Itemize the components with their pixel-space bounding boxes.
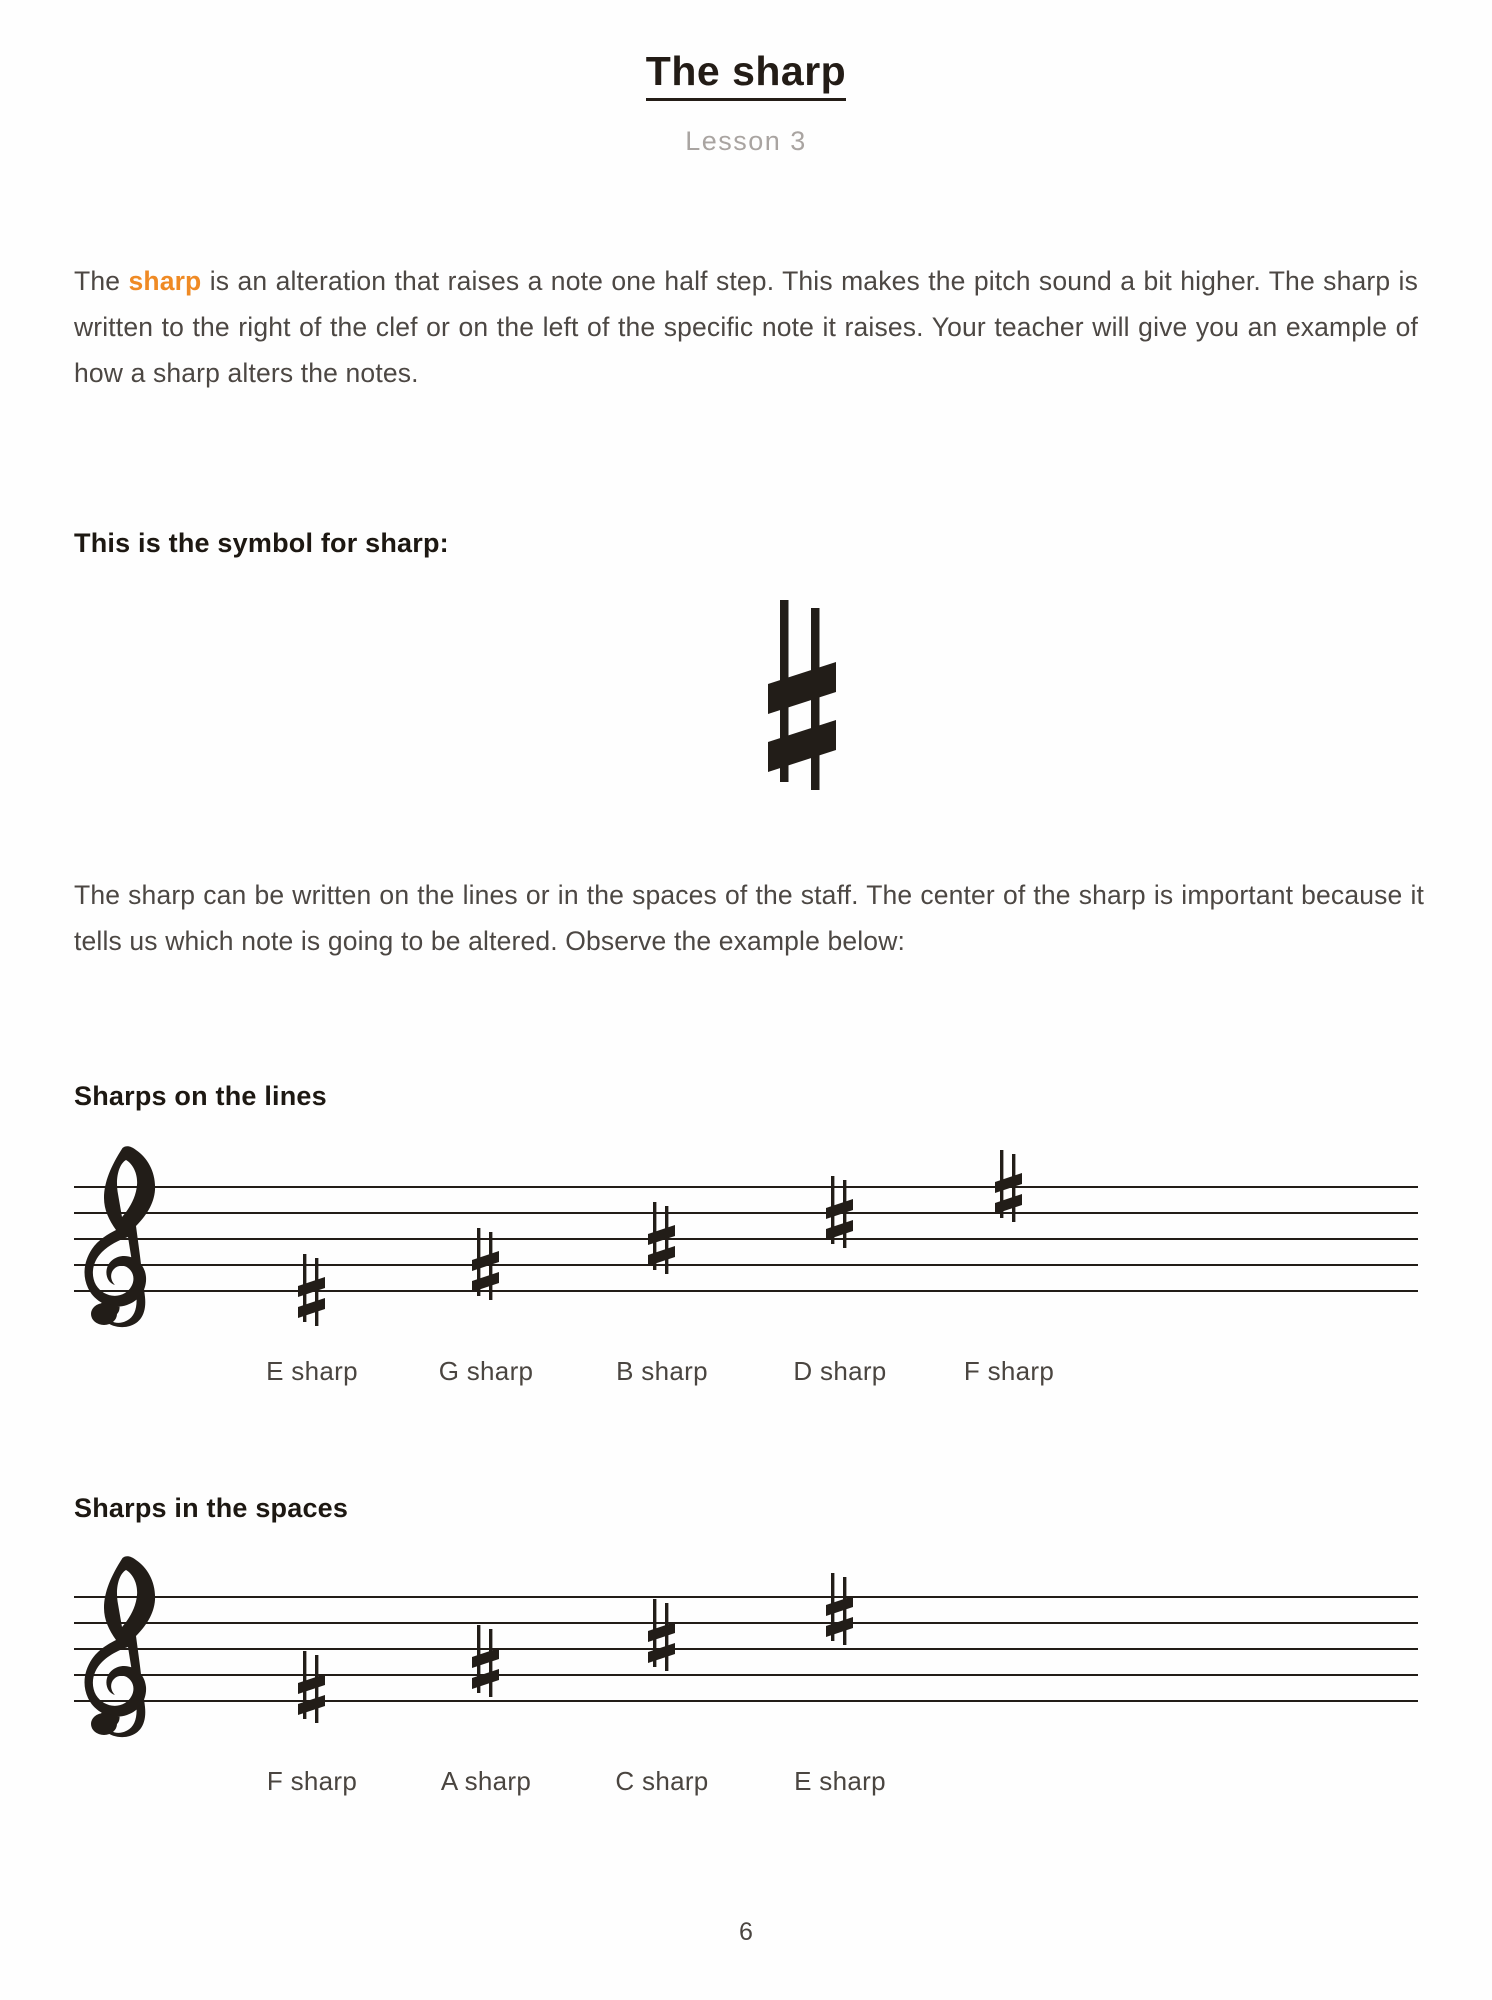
note-label: E sharp (794, 1766, 886, 1796)
staff-lines (74, 1596, 1418, 1704)
note-label: C sharp (615, 1766, 709, 1796)
sharp-accidental-in-space (295, 1651, 329, 1725)
staff-line-4 (74, 1212, 1418, 1214)
lines-section-heading: Sharps on the lines (74, 1081, 327, 1111)
staff-line-2 (74, 1674, 1418, 1676)
sharp-accidental-on-line (295, 1254, 329, 1328)
intro-paragraph (74, 258, 1418, 396)
sharp-symbol-icon (758, 600, 848, 800)
note-label: F sharp (266, 1766, 358, 1796)
sharp-accidental-on-line (645, 1202, 679, 1276)
sharp-accidental-on-line (823, 1176, 857, 1250)
note-label: G sharp (438, 1356, 534, 1386)
spaces-section-heading: Sharps in the spaces (74, 1493, 349, 1523)
sharp-accidental-on-line (469, 1228, 503, 1302)
intro-text-after: is an alteration that raises a note one half step. This makes the pitch sound a bit higher. The sharp is written to the right of the clef or on the left of the specific note it raises. Your teacher will give you an example of how a sharp alters the notes. (74, 266, 1418, 388)
staff-line-3 (74, 1238, 1418, 1240)
note-label: E sharp (266, 1356, 358, 1386)
sharp-accidental-in-space (469, 1625, 503, 1699)
note-label: A sharp (440, 1766, 532, 1796)
sharp-accidental-in-space (823, 1573, 857, 1647)
page-title (0, 48, 1492, 95)
treble-clef-icon (78, 1554, 164, 1750)
staff-line-1 (74, 1290, 1418, 1292)
note-labels-spaces (74, 1766, 1418, 1806)
staff-line-5 (74, 1186, 1418, 1188)
staff-line-3 (74, 1648, 1418, 1650)
page-title-text: The sharp (646, 48, 846, 101)
note-label: D sharp (793, 1356, 887, 1386)
sharp-keyword: sharp (128, 266, 202, 296)
staff-line-5 (74, 1596, 1418, 1598)
staff-lines (74, 1186, 1418, 1294)
note-label: B sharp (616, 1356, 708, 1386)
staff-system-spaces (74, 1578, 1418, 1796)
symbol-heading: This is the symbol for sharp: (74, 528, 449, 558)
sharp-accidental-on-line (992, 1150, 1026, 1224)
sharp-accidental-in-space (645, 1599, 679, 1673)
intro-text-before: The (74, 266, 129, 296)
note-labels-lines (74, 1356, 1418, 1396)
page-number: 6 (739, 1918, 753, 1946)
staff-line-2 (74, 1264, 1418, 1266)
staff-line-4 (74, 1622, 1418, 1624)
lesson-subtitle: Lesson 3 (685, 126, 807, 156)
staff-line-1 (74, 1700, 1418, 1702)
staff-intro-paragraph: The sharp can be written on the lines or in the spaces of the staff. The center of the sharp is important because it tells us which note is going to be altered. Observe the example below: (74, 880, 1424, 956)
treble-clef-icon (78, 1144, 164, 1340)
staff-system-lines (74, 1168, 1418, 1386)
note-label: F sharp (963, 1356, 1055, 1386)
